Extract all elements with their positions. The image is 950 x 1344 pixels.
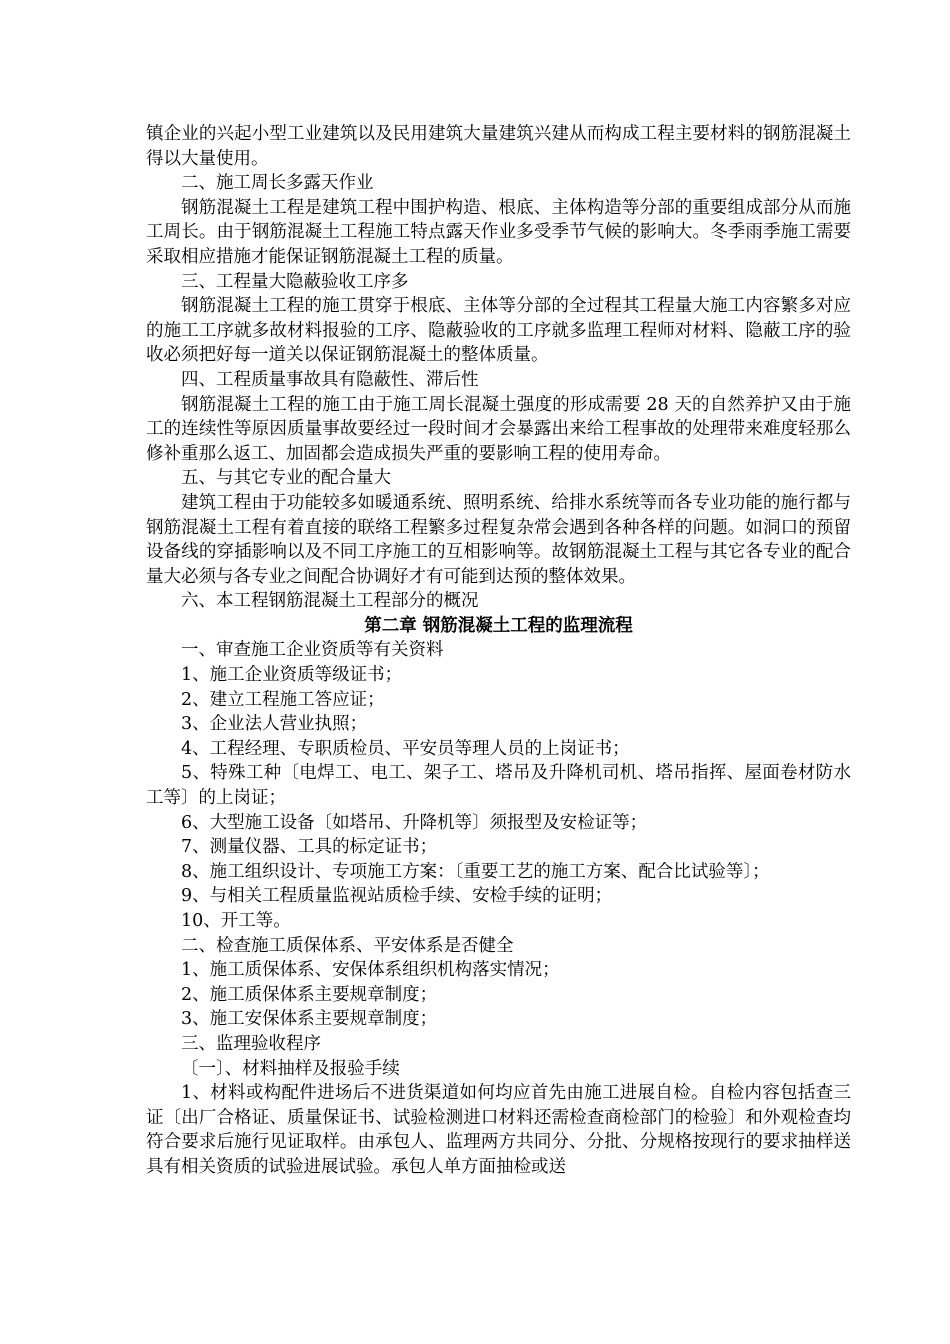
list-item: 3、企业法人营业执照；	[181, 714, 368, 735]
list-item: 7、测量仪器、工具的标定证书；	[181, 837, 438, 858]
list-item: 2、施工质保体系主要规章制度；	[181, 984, 438, 1005]
document-page	[146, 122, 851, 1180]
list-item: 10、开工等。	[181, 911, 291, 931]
list-item: 1、施工企业资质等级证书；	[181, 665, 403, 686]
list-item: 2、建立工程施工答应证；	[181, 689, 385, 710]
section-heading: 二、检查施工质保体系、平安体系是否健全	[181, 935, 514, 956]
section-heading: 四、工程质量事故具有隐蔽性、滞后性	[181, 369, 479, 390]
list-item: 5、特殊工种〔电焊工、电工、架子工、塔吊及升降机司机、塔吊指挥、屋面卷材防水工等〕的上岗证；	[146, 763, 851, 809]
paragraph: 建筑工程由于功能较多如暖通系统、照明系统、给排水系统等而各专业功能的施行都与钢筋混凝土工程有着直接的联络工程繁多过程复杂常会遇到各种各样的问题。如洞口的预留设备线的穿插影响以及不同工序施工的互相影响等。故钢筋混凝土工程与其它各专业的配合量大必须与各专业之间配合协调好才有可能到达预的整体效果。	[146, 492, 851, 587]
list-item: 9、与相关工程质量监视站质检手续、安检手续的证明；	[181, 886, 613, 907]
section-heading: 三、工程量大隐蔽验收工序多	[181, 271, 409, 292]
section-heading: 三、监理验收程序	[181, 1033, 321, 1054]
chapter-title: 第二章 钢筋混凝土工程的监理流程	[364, 615, 633, 636]
paragraph: 钢筋混凝土工程的施工贯穿于根底、主体等分部的全过程其工程量大施工内容繁多对应的施工工序就多故材料报验的工序、隐蔽验收的工序就多监理工程师对材料、隐蔽工序的验收必须把好每一道关以保证钢筋混凝土的整体质量。	[146, 296, 851, 366]
list-item: 8、施工组织设计、专项施工方案：〔重要工艺的施工方案、配合比试验等〕；	[181, 861, 770, 882]
section-heading: 五、与其它专业的配合量大	[181, 468, 391, 489]
list-item: 6、大型施工设备〔如塔吊、升降机等〕须报型及安检证等；	[181, 812, 648, 833]
list-item: 1、施工质保体系、安保体系组织机构落实情况；	[181, 960, 560, 981]
list-item: 4、工程经理、专职质检员、平安员等理人员的上岗证书；	[181, 738, 630, 759]
paragraph: 镇企业的兴起小型工业建筑以及民用建筑大量建筑兴建从而构成工程主要材料的钢筋混凝土得以大量使用。	[146, 124, 851, 169]
paragraph: 1、材料或构配件进场后不进货渠道如何均应首先由施工进展自检。自检内容包括查三证〔出厂合格证、质量保证书、试验检测进口材料还需检查商检部门的检验〕和外观检查均符合要求后施行见证取样。由承包人、监理两方共同分、分批、分规格按现行的要求抽样送具有相关资质的试验进展试验。承包人单方面抽检或送	[146, 1083, 851, 1177]
list-item: 3、施工安保体系主要规章制度；	[181, 1009, 438, 1030]
subsection-heading: 〔一〕、材料抽样及报验手续	[181, 1058, 400, 1079]
paragraph: 钢筋混凝土工程的施工由于施工周长混凝土强度的形成需要 28 天的自然养护又由于施工的连续性等原因质量事故要经过一段时间才会暴露出来给工程事故的处理带来难度轻那么修补重那么返工、加固都会造成损失严重的要影响工程的使用寿命。	[146, 394, 851, 464]
section-heading: 六、本工程钢筋混凝土工程部分的概况	[181, 591, 479, 612]
section-heading: 二、施工周长多露天作业	[181, 173, 374, 194]
paragraph: 钢筋混凝土工程是建筑工程中围护构造、根底、主体构造等分部的重要组成部分从而施工周长。由于钢筋混凝土工程施工特点露天作业多受季节气候的影响大。冬季雨季施工需要采取相应措施才能保证钢筋混凝土工程的质量。	[146, 197, 851, 267]
section-heading: 一、审查施工企业资质等有关资料	[181, 640, 444, 661]
